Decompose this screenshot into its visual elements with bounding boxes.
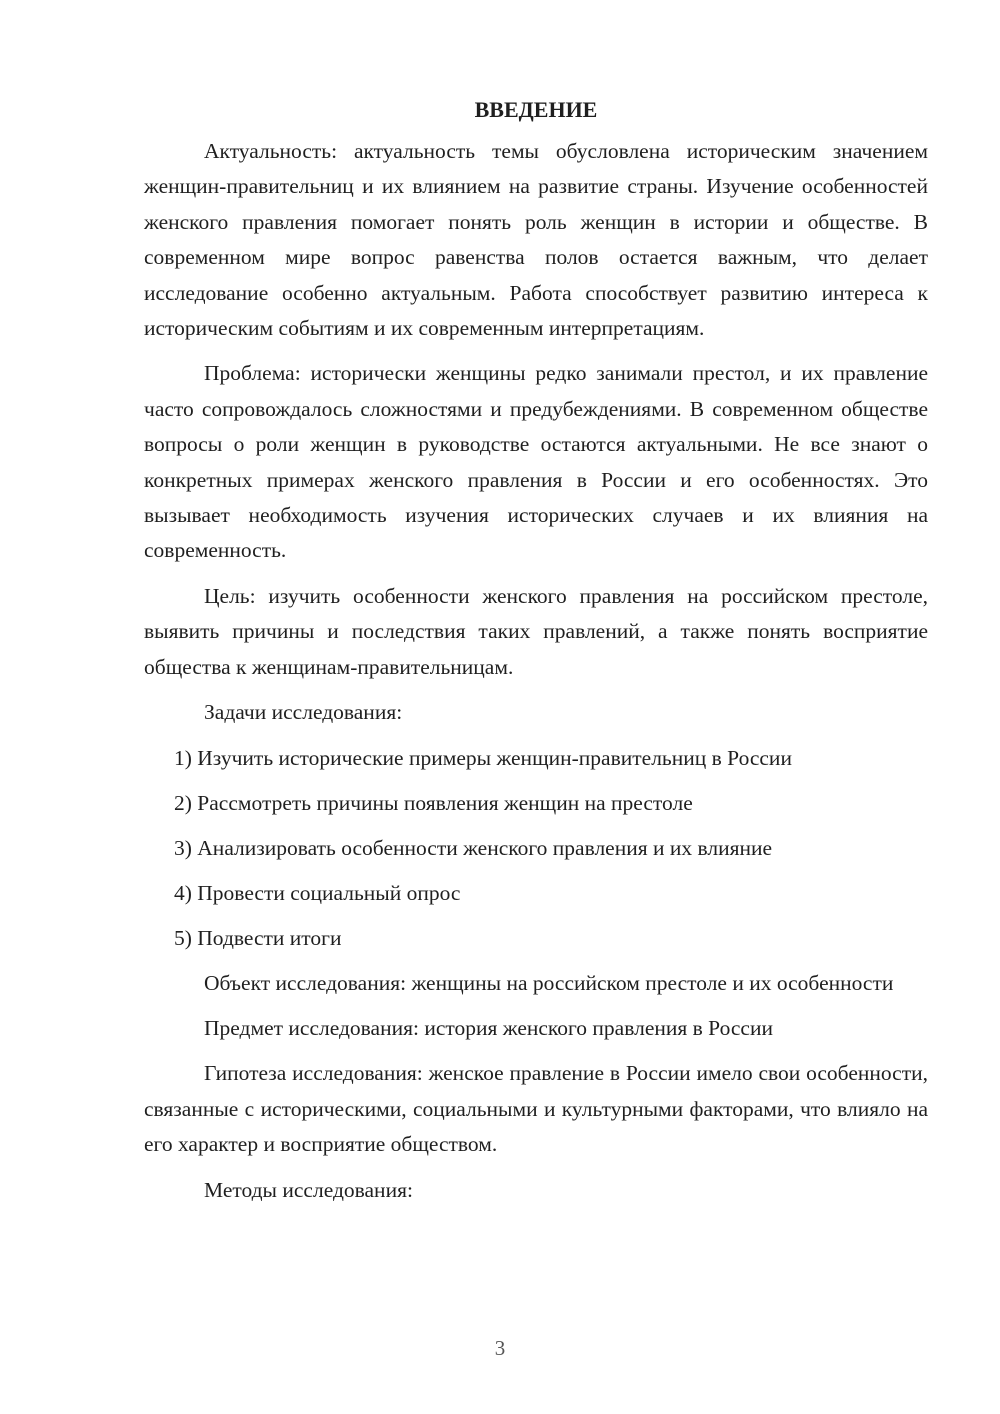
list-item: 4) Провести социальный опрос [174,880,461,905]
paragraph-problem: Проблема: исторически женщины редко занимали престол, и их правление часто сопровождалось сложностями и предубеждениями. В современном обществе вопросы о роли женщин в руководстве остаются актуальными. Не все знают о конкретных примерах женского правления в России и его особенностях. Это вызывает необходимость изучения исторических случаев и их влияния на современность. [144,361,928,563]
paragraph-goal: Цель: изучить особенности женского правления на российском престоле, выявить причины и последствия таких правлений, а также понять восприятие общества к женщинам-правительницам. [144,583,928,679]
document-page [144,92,928,1218]
list-item: 3) Анализировать особенности женского правления и их влияние [174,835,773,860]
paragraph-tasks-heading: Задачи исследования: [204,700,403,725]
paragraph-hypothesis: Гипотеза исследования: женское правление в России имело свои особенности, связанные с историческими, социальными и культурными факторами, что влияло на его характер и восприятие обществом. [144,1061,928,1157]
paragraph-subject: Предмет исследования: история женского правления в России [204,1015,773,1040]
tasks-list [144,741,928,956]
paragraph-object: Объект исследования: женщины на российском престоле и их особенности [204,970,894,995]
document-title: ВВЕДЕНИЕ [474,97,598,122]
paragraph-methods-heading: Методы исследования: [204,1177,413,1202]
list-item: 5) Подвести итоги [174,925,342,950]
list-item: 1) Изучить исторические примеры женщин-правительниц в России [174,745,792,770]
page-number: 3 [494,1336,506,1360]
paragraph-relevance: Актуальность: актуальность темы обусловлена историческим значением женщин-правительниц и их влиянием на развитие страны. Изучение особенностей женского правления помогает понять роль женщин в истории и обществе. В современном мире вопрос равенства полов остается важным, что делает исследование особенно актуальным. Работа способствует развитию интереса к историческим событиям и их современным интерпретациям. [144,139,928,341]
list-item: 2) Рассмотреть причины появления женщин на престоле [174,790,693,815]
